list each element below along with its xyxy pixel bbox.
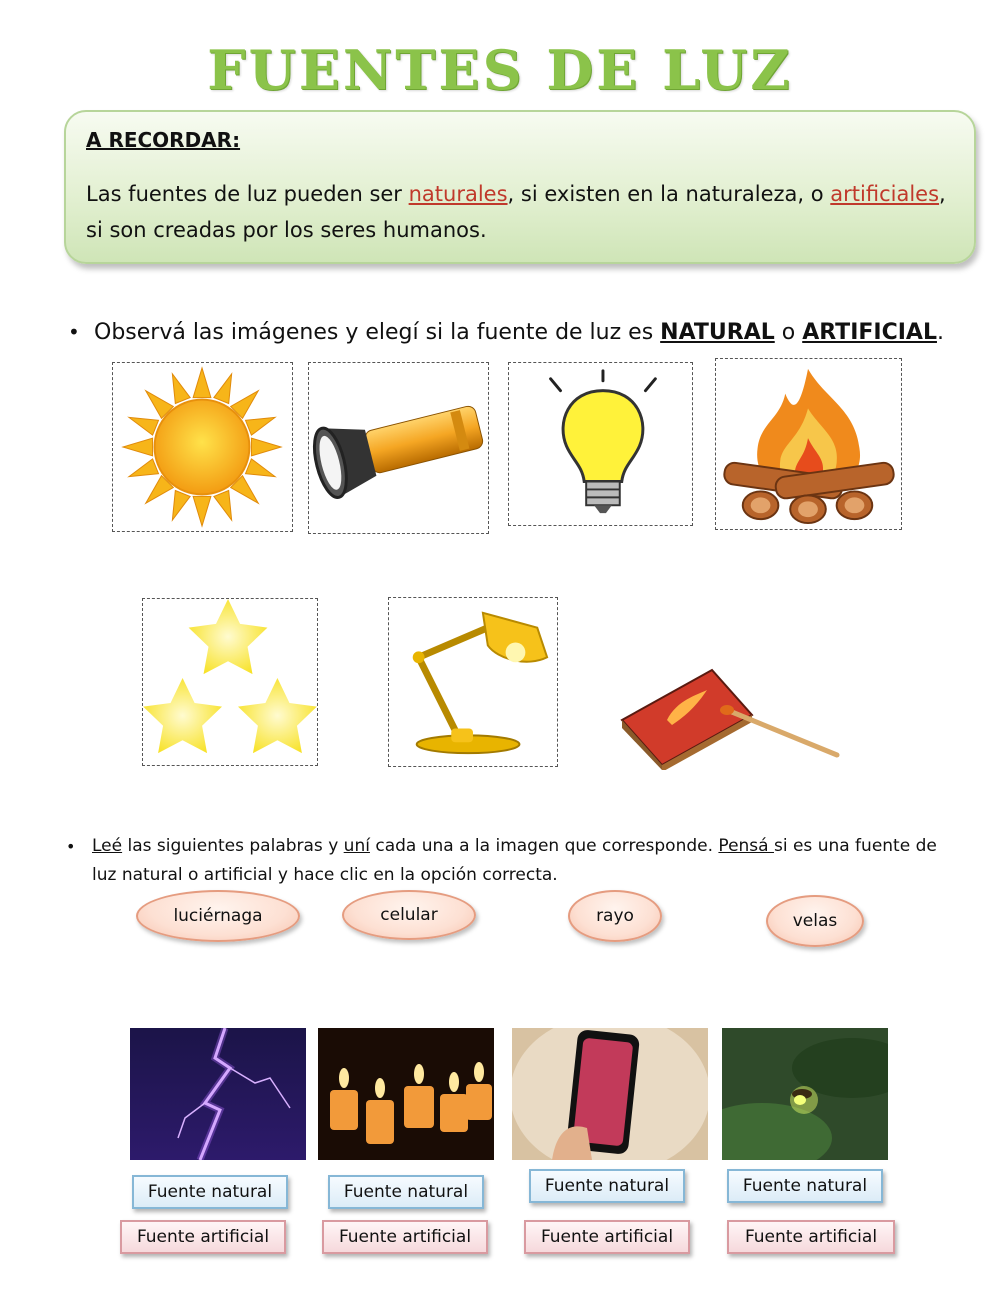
matchbox-image[interactable] xyxy=(612,660,844,770)
firefly-photo[interactable] xyxy=(722,1028,888,1160)
lightbulb-icon xyxy=(509,363,692,525)
reminder-heading: A RECORDAR: xyxy=(86,128,241,152)
option-natural-3[interactable]: Fuente natural xyxy=(529,1169,685,1203)
sun-icon xyxy=(113,363,292,531)
flashlight-icon xyxy=(309,363,488,533)
candles-photo[interactable] xyxy=(318,1028,494,1160)
keyword-naturales: naturales xyxy=(408,182,508,206)
phone-icon xyxy=(512,1028,708,1160)
keyword-artificiales: artificiales xyxy=(830,182,940,206)
instruction-observe: • Observá las imágenes y elegí si la fuente de luz es NATURAL o ARTIFICIAL. xyxy=(68,320,944,345)
bullet-icon: • xyxy=(68,320,80,344)
candles-icon xyxy=(318,1028,494,1160)
sun-image[interactable] xyxy=(112,362,293,532)
option-artificial-3[interactable]: Fuente artificial xyxy=(524,1220,690,1254)
campfire-image[interactable] xyxy=(715,358,902,530)
lightbulb-image[interactable] xyxy=(508,362,693,526)
word-rayo[interactable]: rayo xyxy=(568,890,662,942)
option-natural-4[interactable]: Fuente natural xyxy=(727,1169,883,1203)
option-natural-2[interactable]: Fuente natural xyxy=(328,1175,484,1209)
instruction-match: • Leé las siguientes palabras y uní cada una a la imagen que corresponde. Pensá si es una fuente de luz natural o artificial y hace clic en la opción correcta. xyxy=(92,832,952,890)
reminder-box xyxy=(64,110,976,264)
word-luciernaga[interactable]: luciérnaga xyxy=(136,890,300,942)
stars-icon xyxy=(143,599,317,765)
bullet-icon: • xyxy=(66,837,76,856)
flashlight-image[interactable] xyxy=(308,362,489,534)
stars-image[interactable] xyxy=(142,598,318,766)
option-natural-1[interactable]: Fuente natural xyxy=(132,1175,288,1209)
desk-lamp-icon xyxy=(389,598,557,766)
option-artificial-1[interactable]: Fuente artificial xyxy=(120,1220,286,1254)
option-artificial-2[interactable]: Fuente artificial xyxy=(322,1220,488,1254)
lightning-photo[interactable] xyxy=(130,1028,306,1160)
phone-photo[interactable] xyxy=(512,1028,708,1160)
desk-lamp-image[interactable] xyxy=(388,597,558,767)
firefly-icon xyxy=(722,1028,888,1160)
word-velas[interactable]: velas xyxy=(766,895,864,947)
word-celular[interactable]: celular xyxy=(342,890,476,940)
matchbox-icon xyxy=(612,660,844,770)
page-title: FUENTES DE LUZ xyxy=(207,38,793,102)
lightning-icon xyxy=(130,1028,306,1160)
reminder-text: Las fuentes de luz pueden ser naturales, si existen en la naturaleza, o artificiales, si son creadas por los seres humanos. xyxy=(86,182,946,242)
campfire-icon xyxy=(716,359,901,529)
option-artificial-4[interactable]: Fuente artificial xyxy=(727,1220,895,1254)
